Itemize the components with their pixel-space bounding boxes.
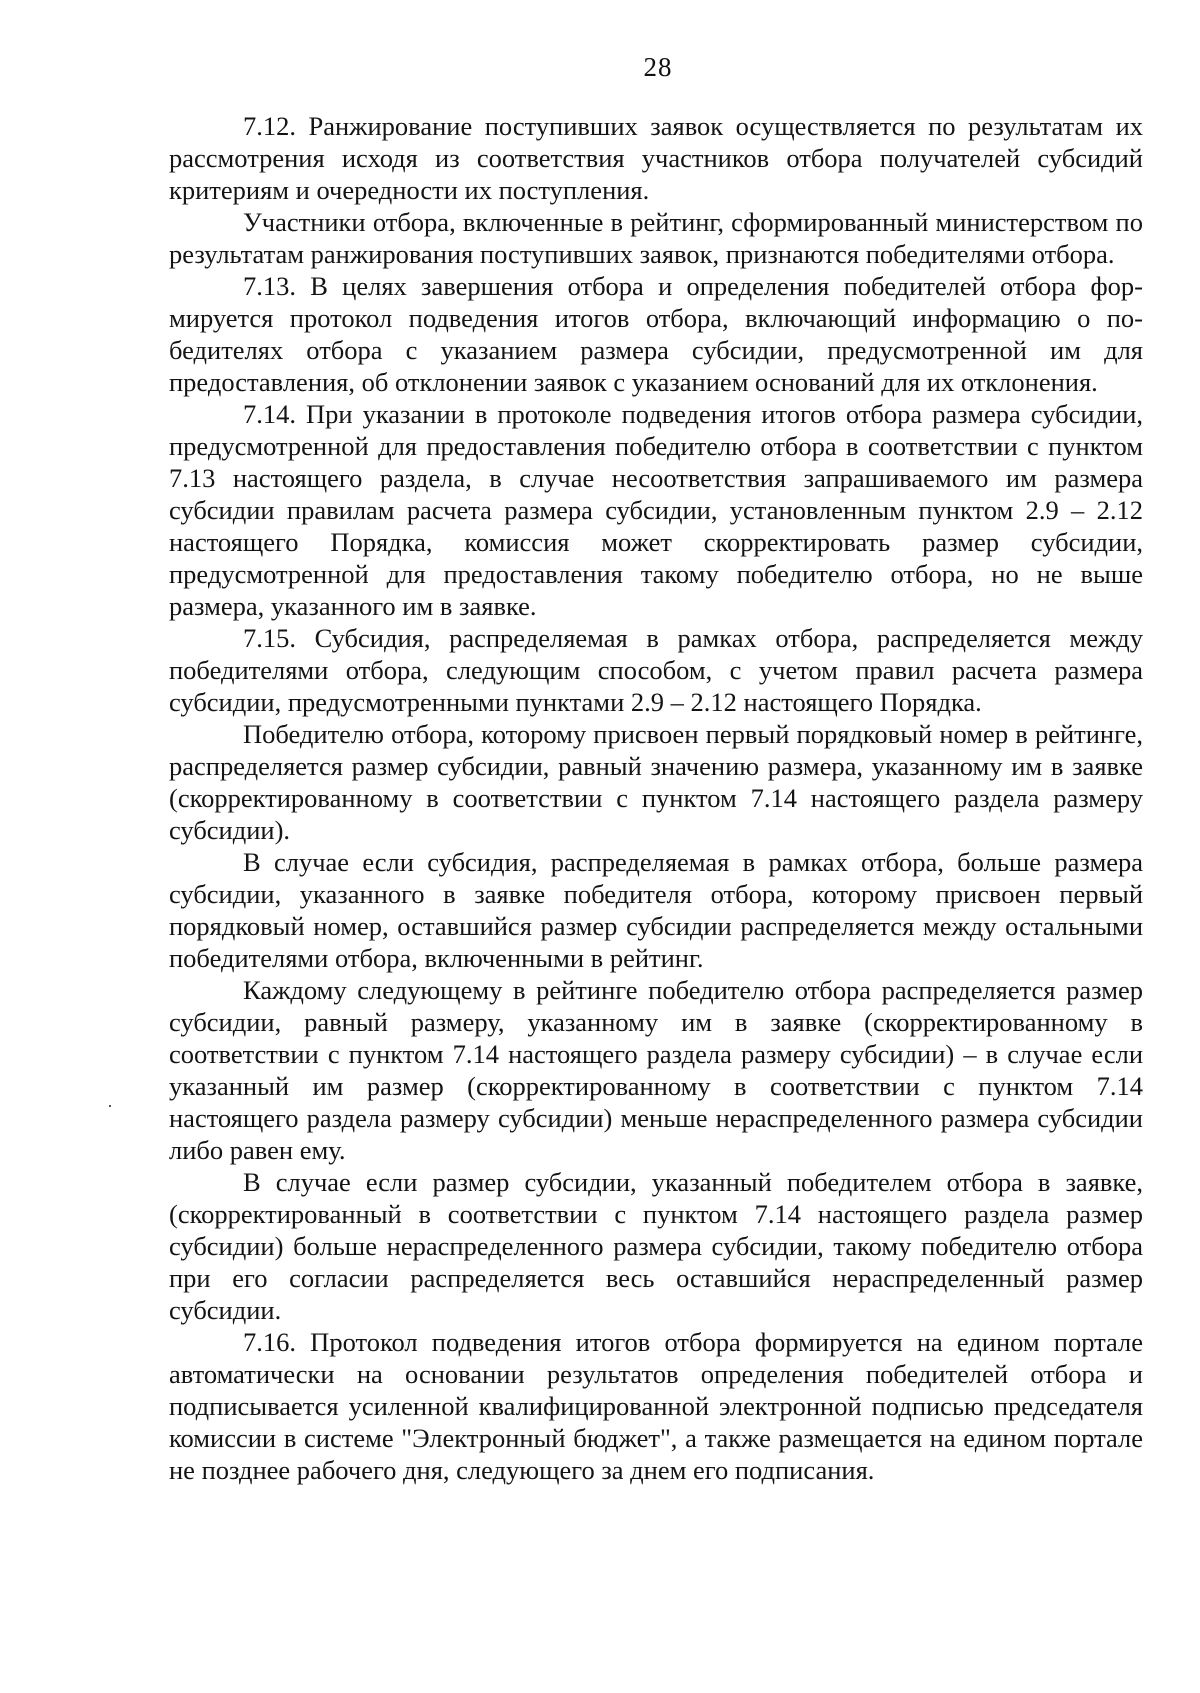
body-text (169, 110, 1143, 1486)
paragraph-7-15: 7.15. Субсидия, распределяемая в рамках отбора, распределяется между победителями отбора, следующим способом, с учетом правил расчета размера субсидии, предусмотренными пунктами 2.9 – 2.12 настоящего Порядка. (169, 623, 1143, 717)
paragraph-7-13: 7.13. В целях завершения отбора и определения победителей отбора формируется протокол подведения итогов отбора, включающий информацию о победителях отбора с указанием размера субсидии, предусмотренной им для предоставления, об отклонении заявок с указанием оснований для их отклонения. (169, 271, 1143, 397)
page-number: 28 (643, 52, 673, 82)
paragraph-remaining-distribution: В случае если субсидия, распределяемая в рамках отбора, больше размера субсидии, указанного в заявке победителя отбора, которому присвоен первый порядковый номер, оставшийся размер субсидии распределяется между остальными победителями отбора, включенными в рейтинг. (169, 847, 1143, 973)
paragraph-rating-winners: Участники отбора, включенные в рейтинг, сформированный министерством по результатам ранжирования поступивших заявок, признаются победителями отбора. (169, 207, 1143, 269)
paragraph-next-winners: Каждому следующему в рейтинге победителю отбора распределяется размер субсидии, равный размеру, указанному им в заявке (скорректированному в соответствии с пунктом 7.14 настоящего раздела размеру субсидии) – в случае если указанный им размер (скорректированному в соответствии с пунктом 7.14 настоящего раздела размеру субсидии) меньше нераспределенного размера субсидии либо равен ему. (169, 975, 1143, 1165)
paragraph-exceeding-request: В случае если размер субсидии, указанный победителем отбора в заявке, (скорректированный в соответствии с пунктом 7.14 настоящего раздела размер субсидии) больше нераспределенного размера субсидии, такому победителю отбора при его согласии распределяется весь оставшийся нераспределенный размер субсидии. (169, 1167, 1143, 1325)
paragraph-7-12: 7.12. Ранжирование поступивших заявок осуществляется по результатам их рассмотрения исходя из соответствия участников отбора получателей субсидий критериям и очередности их поступления. (169, 111, 1143, 205)
paragraph-7-16: 7.16. Протокол подведения итогов отбора формируется на едином портале автоматически на основании результатов определения победителей отбора и подписывается усиленной квалифицированной электронной подписью председателя комиссии в системе "Электронный бюджет", а также размещается на едином портале не позднее рабочего дня, следующего за днем его подписания. (169, 1327, 1143, 1485)
paragraph-first-winner: Победителю отбора, которому присвоен первый порядковый номер в рейтинге, распределяется размер субсидии, равный значению размера, указанному им в заявке (скорректированному в соответствии с пунктом 7.14 настоящего раздела размеру субсидии). (169, 719, 1143, 845)
scan-speck (109, 1105, 111, 1107)
paragraph-7-14: 7.14. При указании в протоколе подведения итогов отбора размера субсидии, предусмотренной для предоставления победителю отбора в соответствии с пунктом 7.13 настоящего раздела, в случае несоответствия запрашиваемого им размера субсидии правилам расчета размера субсидии, установленным пунктом 2.9 – 2.12 настоящего Порядка, комиссия может скорректировать размер субсидии, предусмотренной для предоставления такому победителю отбора, но не выше размера, указанного им в заявке. (169, 399, 1143, 621)
